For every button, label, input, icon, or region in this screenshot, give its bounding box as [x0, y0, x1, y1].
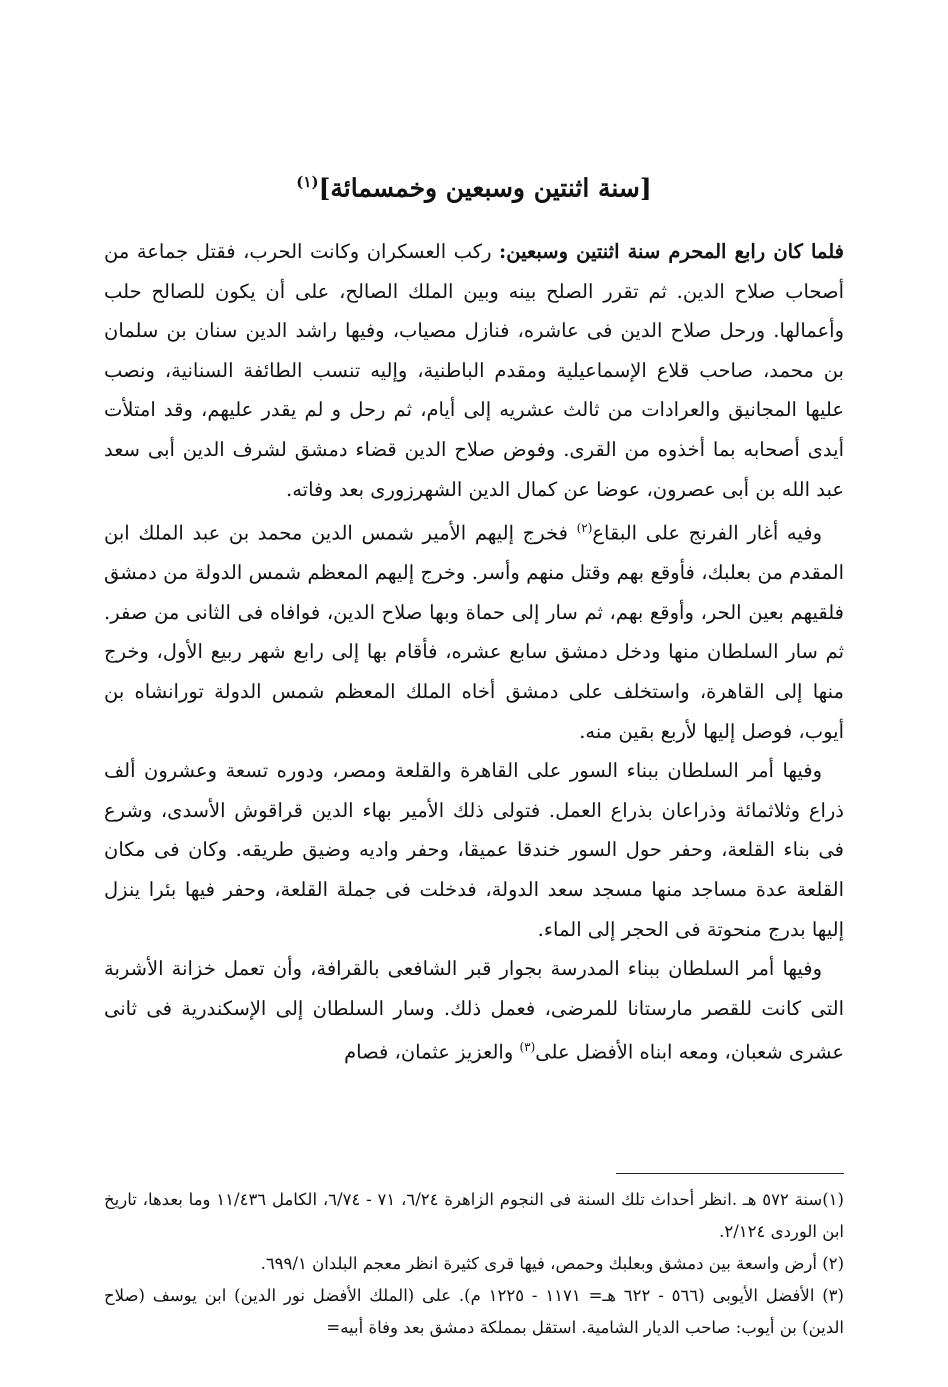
footnotes [104, 1184, 844, 1344]
footnote: (١)سنة ٥٧٢ هـ .انظر أحداث تلك السنة فى النجوم الزاهرة ٦/٢٤، ٧١ - ٦/٧٤، الكامل ١١/٤٣٦ وما بعدها، تاريخ ابن الوردى ٢/١٢٤. [104, 1190, 844, 1241]
paragraph-text: وفيه أغار الفرنج على البقاع [592, 521, 823, 545]
section-heading [0, 162, 948, 208]
paragraph [104, 232, 844, 509]
paragraph-text: وفيها أمر السلطان ببناء السور على القاهرة والقلعة ومصر، ودوره تسعة وعشرون ألف ذراع وثلاثمائة وذراعان بذراع العمل. فتولى ذلك الأمير بهاء الدين قراقوش الأسدى، وشرع فى بناء القلعة، وحفر حول السور خندقا عميقا، وحفر واديه وضيق طريقه. وكان فى مكان القلعة عدة مساجد منها مسجد سعد الدولة، فدخلت فى جملة القلعة، وحفر فيها بئرا ينزل إليها بدرج منحوتة فى الحجر إلى الماء. [104, 759, 844, 941]
paragraph [104, 509, 844, 751]
paragraph-text: وفيها أمر السلطان ببناء المدرسة بجوار قبر الشافعى بالقرافة، وأن تعمل خزانة الأشربة التى كانت للقصر مارستانا للمرضى، فعمل ذلك. وسار السلطان إلى الإسكندرية فى ثانى عشرى شعبان، ومعه ابناه الأفضل على [104, 957, 844, 1064]
paragraph-lead: فلما كان رابع المحرم سنة اثنتين وسبعين: [499, 240, 844, 263]
heading-footnote-ref: (١) [296, 173, 319, 191]
heading-title: [سنة اثنتين وسبعين وخمسمائة] [318, 173, 652, 203]
footnote-ref: (٢) [576, 521, 593, 536]
footnote-ref: (٣) [519, 1040, 536, 1055]
footnote: (٣) الأفضل الأيوبى (٥٦٦ - ٦٢٢ هـ= ١١٧١ - ١٢٢٥ م). على (الملك الأفضل نور الدين) ابن يوسف (صلاح الدين) بن أيوب: صاحب الديار الشامية. استقل بمملكة دمشق بعد وفاة أبيه= [104, 1286, 844, 1337]
paragraph [104, 949, 844, 1072]
paragraph-text: والعزيز عثمان، فصام [344, 1040, 520, 1064]
paragraph [104, 751, 844, 949]
paragraph-text: فخرج إليهم الأمير شمس الدين محمد بن عبد الملك ابن المقدم من بعلبك، فأوقع بهم وقتل منهم وأسر. وخرج إليهم المعظم شمس الدولة من دمشق فلقيهم بعين الحر، وأوقع بهم، ثم سار إلى حماة وبها صلاح الدين، فوافاه فى الثانى من صفر. ثم سار السلطان منها ودخل دمشق سابع عشره، فأقام بها إلى رابع شهر ربيع الأول، وخرج منها إلى القاهرة، واستخلف على دمشق أخاه الملك المعظم شمس الدولة تورانشاه بن أيوب، فوصل إليها لأربع بقين منه. [104, 521, 844, 743]
paragraph-text: ركب العسكران وكانت الحرب، فقتل جماعة من أصحاب صلاح الدين. ثم تقرر الصلح بينه وبين الملك الصالح، على أن يكون للصالح حلب وأعمالها. ورحل صلاح الدين فى عاشره، فنازل مصياب، وفيها راشد الدين سنان بن سلمان بن محمد، صاحب قلاع الإسماعيلية ومقدم الباطنية، وإليه تنسب الطائفة السنانية، ونصب عليها المجانيق والعرادات من ثالث عشريه إلى أيام، ثم رحل و لم يقدر عليهم، وقد امتلأت أيدى أصحابه بما أخذوه من القرى. وفوض صلاح الدين قضاء دمشق لشرف الدين أبى سعد عبد الله بن أبى عصرون، عوضا عن كمال الدين الشهرزورى بعد وفاته. [104, 240, 844, 501]
footnote: (٢) أرض واسعة بين دمشق وبعلبك وحمص، فيها قرى كثيرة انظر معجم البلدان ٦٩٩/١. [260, 1254, 844, 1273]
footnote-divider [616, 1173, 844, 1174]
main-text [104, 232, 844, 1072]
